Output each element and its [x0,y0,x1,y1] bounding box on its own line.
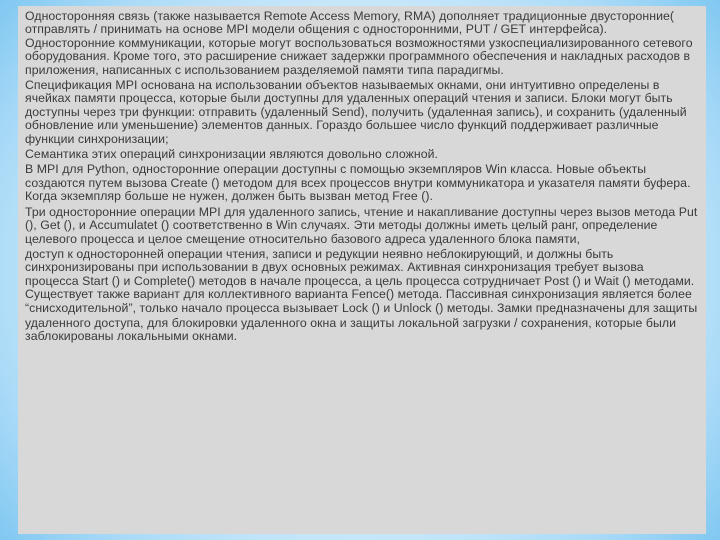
slide-text-panel [18,6,706,534]
paragraph-remote-access-lock: удаленного доступа, для блокировки удаленного окна и защиты локальной загрузки / сохранения, которые были заблокированы локальными окнами. [25,315,677,344]
paragraph-rma-intro: Односторонняя связь (также называется Remote Access Memory, RMA) дополняет традиционные двусторонние( отправлять / принимать на основе MPI модели общения с односторонними, PUT / GET интерфейса). Односторонние коммуникации, которые могут воспользоваться возможностями узкоспециализированного сетевого оборудования. Кроме того, это расширение снижает задержки программного обеспечения и накладных расходов в приложения, написанных с использованием разделяемой памяти типа парадигмы. [25,9,693,77]
paragraph-sync-semantics: Семантика этих операций синхронизации являются довольно сложной. [25,147,438,162]
paragraph-put-get-accumulate: Три односторонние операции MPI для удаленного запись, чтение и накапливание доступны через вызов метода Put (), Get (), и Accumulatet () соответственно в Win случаях. Эти методы должны иметь целый ранг, определение целевого процесса и целое смещение относительно базового адреса удаленного блока памяти, [25,204,698,246]
paragraph-mpi-windows: Спецификация MPI основана на использовании объектов называемых окнами, они интуитивно определены в ячейках памяти процесса, которые были доступны для удаленных операций чтения и записи. Блоки могут быть доступны через три функции: отправить (удаленный Send), получить (удаленная запись), и сохранить (удаленный обновление или уменьшение) элементов данных. Гораздо большее число функций поддерживает различные функции синхронизации; [25,78,687,146]
paragraph-sync-modes: доступ к односторонней операции чтения, записи и редукции неявно неблокирующий, и должны быть синхронизированы при использовании в двух основных режимах. Активная синхронизация требует вызова процесса Start () и Complete() методов в начале процесса, а цель процесса сотрудничает Post () и Wait () методами. Существует также вариант для коллективного варианта Fence() метода. Пассивная синхронизация является более “снисходительной”, только начало процесса вызывает Lock () и Unlock () методы. Замки предназначены для защиты [25,246,698,315]
paragraph-mpi-python-win: В MPI для Python, односторонние операции доступны с помощью экземпляров Win класса. Новые объекты создаются путем вызова Create () методом для всех процессов внутри коммуникатора и указателя памяти буфера. Когда экземпляр больше не нужен, должен быть вызван метод Free (). [25,162,691,204]
